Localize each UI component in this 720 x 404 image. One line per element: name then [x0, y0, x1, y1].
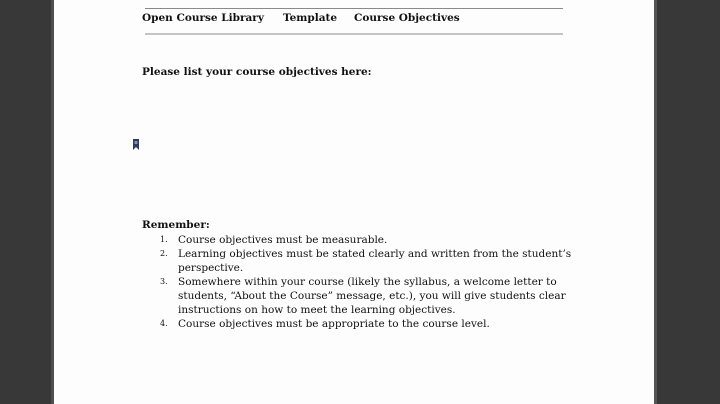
list-item-number: 3.: [160, 277, 168, 286]
list-item-text: Course objectives must be appropriate to the course level.: [178, 318, 490, 330]
list-item: [142, 317, 582, 331]
list-item-text: Somewhere within your course (likely the syllabus, a welcome letter to students, “About the Course” message, etc.), you will give students clear instructions on how to meet the learning objectives.: [178, 276, 566, 316]
list-item: [142, 233, 582, 247]
left-margin-panel: [0, 0, 51, 404]
header-template-label: Template: [283, 12, 338, 24]
header-bottom-rule: [145, 33, 563, 35]
header-library-label: Open Course Library: [142, 12, 264, 24]
list-item-text: Course objectives must be measurable.: [178, 234, 388, 246]
bookmark-icon[interactable]: [133, 135, 139, 146]
remember-heading: Remember:: [142, 219, 210, 231]
list-item-number: 1.: [160, 235, 168, 244]
objectives-prompt: Please list your course objectives here:: [142, 66, 372, 78]
list-item-number: 2.: [160, 249, 168, 258]
list-item-number: 4.: [160, 319, 168, 328]
header-top-rule: [145, 8, 563, 9]
list-item: [142, 247, 582, 275]
document-page: [54, 0, 654, 404]
right-margin-panel: [657, 0, 720, 404]
reminder-list: [142, 233, 582, 331]
header-objectives-label: Course Objectives: [354, 12, 460, 24]
list-item: [142, 275, 582, 317]
list-item-text: Learning objectives must be stated clearly and written from the student’s perspective.: [178, 248, 572, 274]
